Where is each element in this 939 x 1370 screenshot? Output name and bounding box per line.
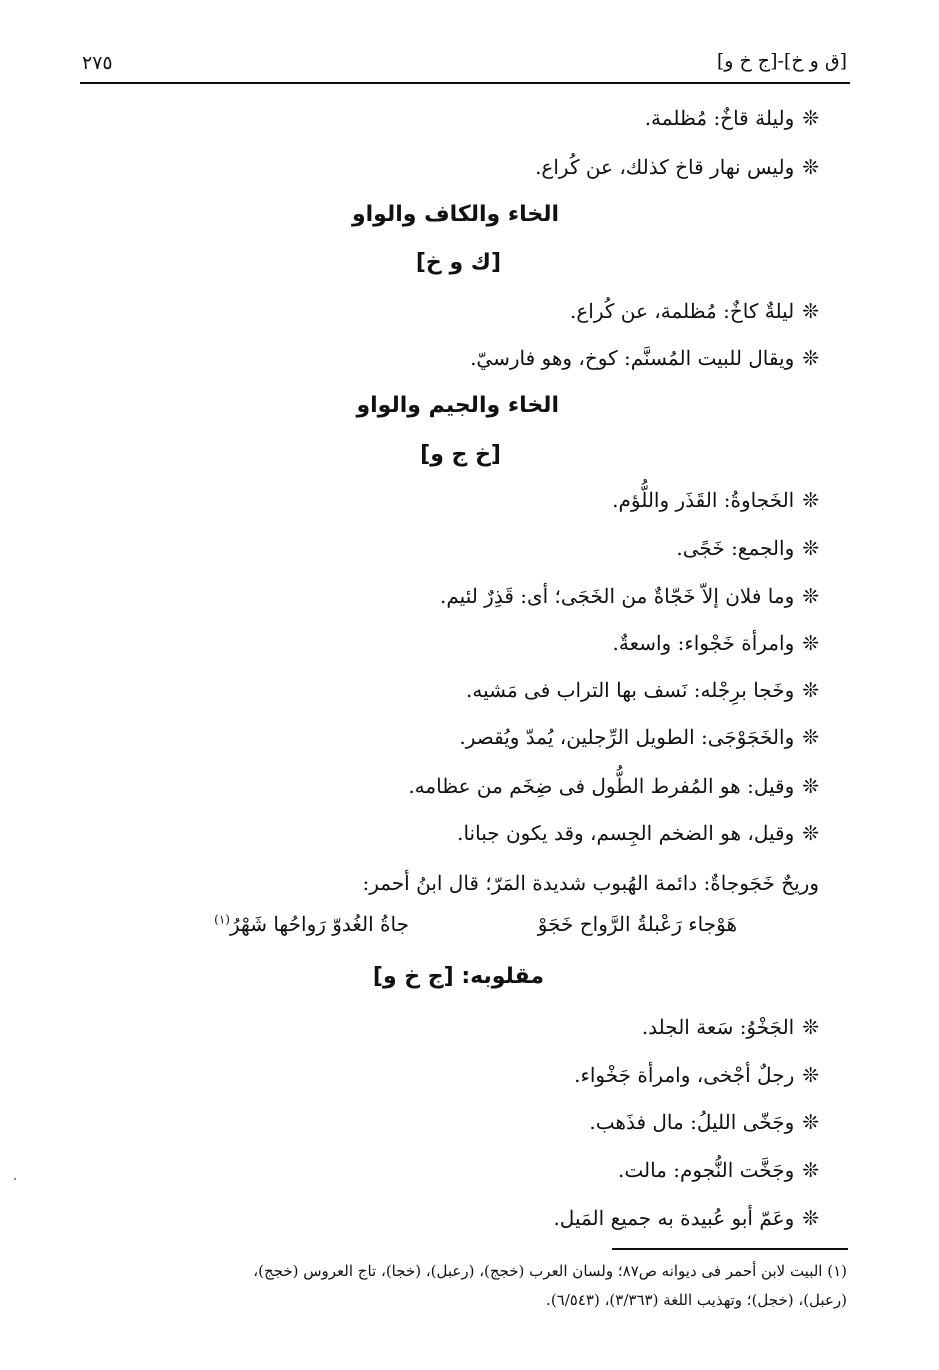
entry-line: ❊وجَخَّت النُّجوم: مالت. bbox=[618, 1158, 819, 1182]
section-heading: الخاء والجيم والواو bbox=[356, 393, 559, 418]
entry-line: ❊الخَجاوةُ: القَذَر واللُّؤم. bbox=[612, 488, 819, 512]
footnote-line: (رعبل)، (خجل)؛ وتهذيب اللغة (٣/٣٦٣)، (٦/٥٤٣). bbox=[546, 1291, 847, 1309]
section-heading: الخاء والكاف والواو bbox=[351, 202, 559, 227]
verse-first-hemistich: هَوْجاء رَعْبلةُ الرَّواح خَجَوْ bbox=[537, 912, 737, 936]
footnote-rule bbox=[612, 1248, 848, 1250]
entry-line: ❊والجمع: خَجًى. bbox=[676, 536, 819, 560]
entry-line: ❊ليلةٌ كاخٌ: مُظلمة، عن كُراع. bbox=[570, 299, 819, 323]
verse-second-hemistich: جاةُ الغُدوّ رَواحُها شَهْرُ$^{(١)}$ bbox=[214, 912, 409, 936]
star-bullet-icon: ❊ bbox=[802, 1110, 819, 1134]
page-number: ٢٧٥ bbox=[82, 52, 113, 74]
entry-line: ❊الجَخْوُ: سَعة الجلد. bbox=[641, 1015, 819, 1039]
entry-line: ❊وامرأة خَجْواء: واسعةٌ. bbox=[612, 631, 819, 655]
star-bullet-icon: ❊ bbox=[802, 774, 819, 798]
entry-line: ❊وجَخّى الليلُ: مال فذَهب. bbox=[589, 1110, 819, 1134]
footnote-line: (١) البيت لابن أحمر فى ديوانه ص٨٧؛ ولسان العرب (خجج)، (رعبل)، (خجا)، تاج العروس (خجج)، bbox=[253, 1262, 847, 1280]
root-heading: [ك و خ] bbox=[415, 250, 501, 275]
entry-line: ❊وليلة قاخٌ: مُظلمة. bbox=[644, 106, 819, 130]
star-bullet-icon: ❊ bbox=[802, 299, 819, 323]
star-bullet-icon: ❊ bbox=[802, 536, 819, 560]
entry-line: ❊وليس نهار قاخ كذلك، عن كُراع. bbox=[535, 155, 819, 179]
entry-line: ❊وقيل، هو الضخم الجِسم، وقد يكون جبانا. bbox=[457, 821, 819, 845]
star-bullet-icon: ❊ bbox=[802, 1063, 819, 1087]
star-bullet-icon: ❊ bbox=[802, 106, 819, 130]
star-bullet-icon: ❊ bbox=[802, 1015, 819, 1039]
entry-line: ❊وخَجا برِجْله: نَسف بها التراب فى مَشيه. bbox=[466, 678, 819, 702]
entry-line-plain: وريحٌ خَجَوجاةٌ: دائمة الهُبوب شديدة المَرّ؛ قال ابنُ أحمر: bbox=[362, 871, 819, 895]
running-header: [ق و خ]-[ج خ و] bbox=[716, 50, 847, 72]
entry-line: ❊رجلٌ أجْخى، وامرأة جَخْواء. bbox=[574, 1063, 819, 1087]
footnote-marker: (١) bbox=[214, 912, 230, 927]
header-rule bbox=[80, 82, 850, 84]
inverse-root-heading: مقلوبه: [ج خ و] bbox=[372, 964, 544, 989]
entry-line: ❊ويقال للبيت المُسنَّم: كوخ، وهو فارسيّ. bbox=[470, 346, 819, 370]
star-bullet-icon: ❊ bbox=[802, 1158, 819, 1182]
star-bullet-icon: ❊ bbox=[802, 631, 819, 655]
star-bullet-icon: ❊ bbox=[802, 1206, 819, 1230]
star-bullet-icon: ❊ bbox=[802, 584, 819, 608]
root-heading: [خ ج و] bbox=[420, 442, 501, 467]
entry-line: ❊وما فلان إلاّ خَجّاةٌ من الخَجَى؛ أى: قَذِرٌ لئيم. bbox=[439, 584, 819, 608]
star-bullet-icon: ❊ bbox=[802, 678, 819, 702]
star-bullet-icon: ❊ bbox=[802, 488, 819, 512]
star-bullet-icon: ❊ bbox=[802, 725, 819, 749]
entry-line: ❊والخَجَوْجَى: الطويل الرِّجلين، يُمدّ ويُقصر. bbox=[459, 725, 819, 749]
entry-line: ❊وعَمّ أبو عُبيدة به جميع المَيل. bbox=[553, 1206, 819, 1230]
star-bullet-icon: ❊ bbox=[802, 821, 819, 845]
entry-line: ❊وقيل: هو المُفرط الطُّول فى ضِخَم من عظامه. bbox=[408, 774, 819, 798]
star-bullet-icon: ❊ bbox=[802, 155, 819, 179]
star-bullet-icon: ❊ bbox=[802, 346, 819, 370]
scan-speck bbox=[14, 1178, 16, 1180]
